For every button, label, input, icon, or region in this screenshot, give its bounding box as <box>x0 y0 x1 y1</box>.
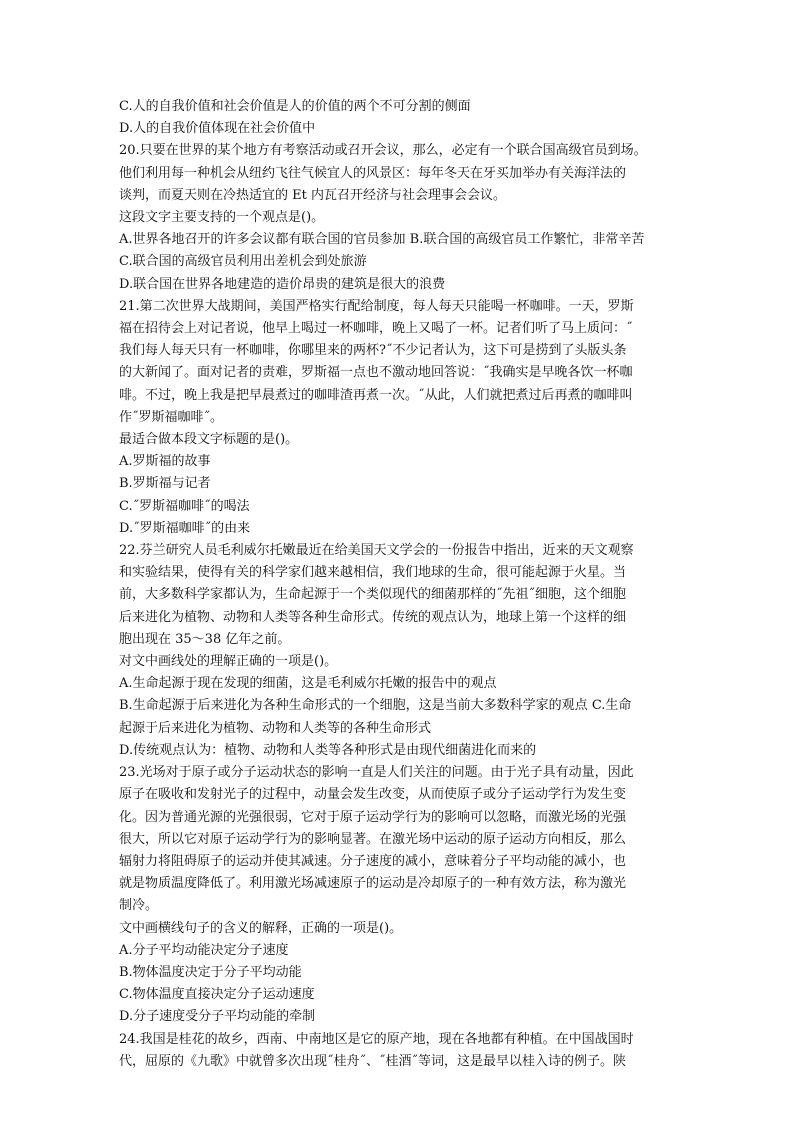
text-line: 福在招待会上对记者说，他早上喝过一杯咖啡，晚上又喝了一杯。记者们听了马上质问：˝ <box>119 321 633 337</box>
text-line: 胞出现在 35～38 亿年之前。 <box>119 631 291 647</box>
text-line: 21.第二次世界大战期间，美国严格实行配给制度，每人每天只能喝一杯咖啡。一天，罗斯 <box>119 298 634 314</box>
text-line: 我们每人每天只有一杯咖啡，你哪里来的两杯?˝不少记者认为，这下可是捞到了头版头条 <box>119 343 627 359</box>
text-line: 最适合做本段文字标题的是()。 <box>119 432 299 448</box>
text-line: C.˝罗斯福咖啡˝的喝法 <box>119 498 250 514</box>
text-line: D.人的自我价值体现在社会价值中 <box>119 121 316 137</box>
text-line: 啡。不过，晚上我是把早晨煮过的咖啡渣再煮一次。˝从此，人们就把煮过后再煮的咖啡叫 <box>119 387 633 403</box>
text-line: D.分子速度受分子平均动能的牵制 <box>119 1009 316 1025</box>
text-line: 23.光场对于原子或分子运动状态的影响一直是人们关注的问题。由于光子具有动量，因此 <box>119 765 634 781</box>
text-line: C.人的自我价值和社会价值是人的价值的两个不可分割的侧面 <box>119 99 471 114</box>
text-line: 起源于后来进化为植物、动物和人类等的各种生命形式 <box>119 720 432 736</box>
text-line: 的大新闻了。面对记者的责难，罗斯福一点也不激动地回答说：˝我确实是早晚各饮一杯咖 <box>119 365 633 381</box>
text-line: 他们利用每一种机会从纽约飞往气候宜人的风景区：每年冬天在牙买加举办有关海洋法的 <box>119 165 627 181</box>
text-line: A.罗斯福的故事 <box>119 454 211 470</box>
text-line: 和实验结果，使得有关的科学家们越来越相信，我们地球的生命，很可能起源于火星。当 <box>119 565 627 581</box>
text-line: D.˝罗斯福咖啡˝的由来 <box>119 520 251 536</box>
text-line: 这段文字主要支持的一个观点是()。 <box>119 210 325 226</box>
text-line: C.物体温度直接决定分子运动速度 <box>119 987 315 1003</box>
text-line: 就是物质温度降低了。利用激光场减速原子的运动是冷却原子的一种有效方法，称为激光 <box>119 876 627 892</box>
text-line: D.传统观点认为：植物、动物和人类等各种形式是由现代细菌进化而来的 <box>119 742 537 758</box>
text-line: 后来进化为植物、动物和人类等各种生命形式。传统的观点认为，地球上第一个这样的细 <box>119 609 627 625</box>
text-line: 谈判，而夏天则在冷热适宜的 Et 内瓦召开经济与社会理事会会议。 <box>119 187 506 203</box>
text-line: 辐射力将阻碍原子的运动并使其减速。分子速度的减小，意味着分子平均动能的减小，也 <box>119 853 627 869</box>
text-line: 20.只要在世界的某个地方有考察活动或召开会议，那么，必定有一个联合国高级官员到场。 <box>119 143 647 159</box>
text-line: 作˝罗斯福咖啡˝。 <box>119 409 224 425</box>
document-page <box>119 96 679 1073</box>
text-line: B.物体温度决定于分子平均动能 <box>119 964 302 980</box>
text-line: 对文中画线处的理解正确的一项是()。 <box>119 654 338 670</box>
text-line: A.世界各地召开的许多会议都有联合国的官员参加 B.联合国的高级官员工作繁忙，非常辛苦 <box>119 232 645 248</box>
text-line: B.生命起源于后来进化为各种生命形式的一个细胞，这是当前大多数科学家的观点 C.生命 <box>119 698 632 714</box>
text-line: B.罗斯福与记者 <box>119 476 211 492</box>
text-line: 前，大多数科学家都认为，生命起源于一个类似现代的细菌那样的˝先祖˝细胞，这个细胞 <box>119 587 627 603</box>
text-line: C.联合国的高级官员利用出差机会到处旅游 <box>119 254 367 270</box>
text-line: A.生命起源于现在发现的细菌，这是毛利威尔托嫩的报告中的观点 <box>119 676 497 692</box>
text-line: 化。因为普通光源的光强很弱，它对于原子运动学行为的影响可以忽略，而激光场的光强 <box>119 809 627 825</box>
text-line: 制冷。 <box>119 898 159 914</box>
text-line: 代，屈原的《九歌》中就曾多次出现˝桂舟˝、˝桂酒˝等词，这是最早以桂入诗的例子。陕 <box>119 1053 627 1069</box>
text-line: 22.芬兰研究人员毛利威尔托嫩最近在给美国天文学会的一份报告中指出，近来的天文观察 <box>119 543 634 559</box>
text-line: 文中画横线句子的含义的解释，正确的一项是()。 <box>119 920 403 936</box>
text-line: 很大，所以它对原子运动学行为的影响显著。在激光场中运动的原子运动方向相反，那么 <box>119 831 627 847</box>
text-line: D.联合国在世界各地建造的造价昂贵的建筑是很大的浪费 <box>119 276 446 292</box>
text-line: 24.我国是桂花的故乡，西南、中南地区是它的原产地，现在各地都有种植。在中国战国时 <box>119 1031 634 1047</box>
text-line: A.分子平均动能决定分子速度 <box>119 942 289 958</box>
text-line: 原子在吸收和发射光子的过程中，动量会发生改变，从而使原子或分子运动学行为发生变 <box>119 787 627 803</box>
